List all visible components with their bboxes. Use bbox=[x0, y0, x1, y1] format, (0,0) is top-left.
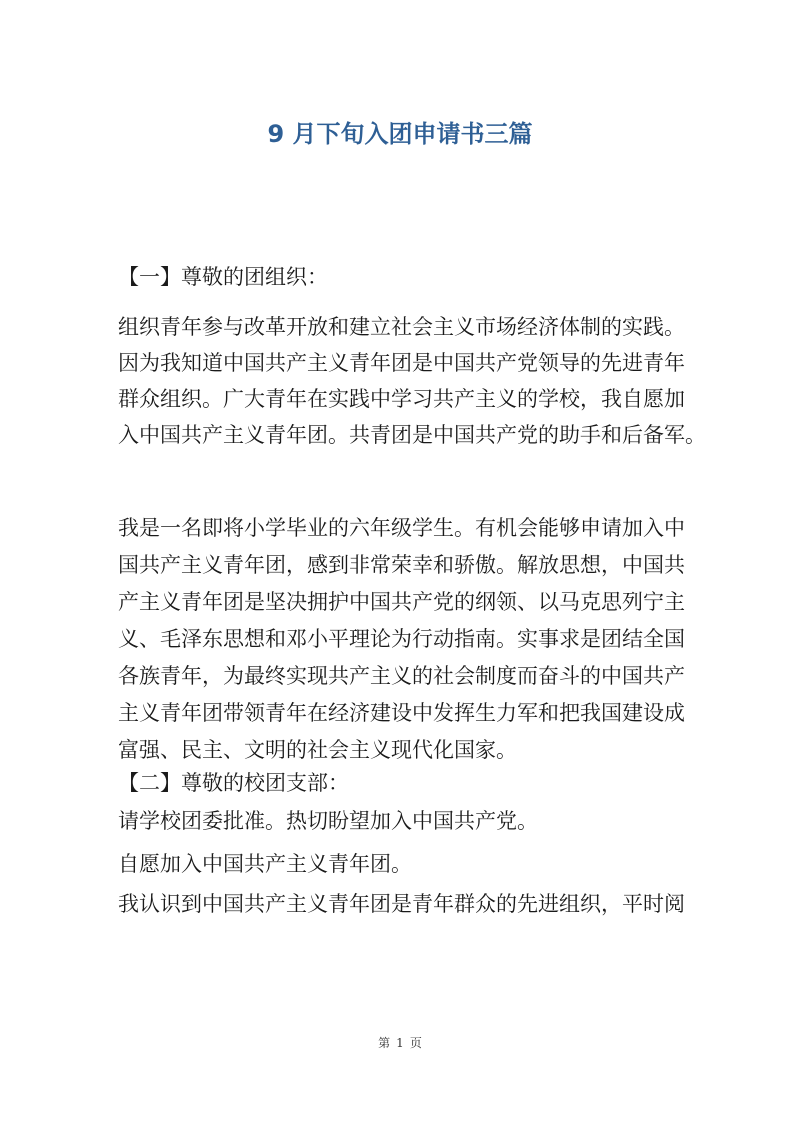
section-heading: 自愿加入中国共产主义青年团。 bbox=[118, 852, 412, 876]
paragraph-line: 组织青年参与改革开放和建立社会主义市场经济体制的实践。 bbox=[118, 315, 685, 339]
page-footer bbox=[0, 1034, 800, 1052]
paragraph-line: 义、毛泽东思想和邓小平理论为行动指南。实事求是团结全国 bbox=[118, 627, 685, 651]
paragraph-line: 请学校团委批准。热切盼望加入中国共产党。 bbox=[118, 809, 538, 833]
paragraph-line: 主义青年团带领青年在经济建设中发挥生力军和把我国建设成 bbox=[118, 701, 685, 725]
paragraph-line: 群众组织。广大青年在实践中学习共产主义的学校，我自愿加 bbox=[118, 387, 685, 411]
paragraph-line: 【二】尊敬的校团支部： bbox=[118, 771, 349, 795]
paragraph-line: 各族青年，为最终实现共产主义的社会制度而奋斗的中国共产 bbox=[118, 664, 685, 688]
paragraph-line: 富强、民主、文明的社会主义现代化国家。 bbox=[118, 738, 517, 762]
footer-suffix: 页 bbox=[409, 1036, 422, 1050]
paragraph-line: 因为我知道中国共产主义青年团是中国共产党领导的先进青年 bbox=[118, 351, 685, 375]
paragraph-line: 国共产主义青年团，感到非常荣幸和骄傲。解放思想，中国共 bbox=[118, 553, 685, 577]
paragraph-line: 入中国共产主义青年团。共青团是中国共产党的助手和后备军。 bbox=[118, 423, 706, 447]
paragraph-line: 我是一名即将小学毕业的六年级学生。有机会能够申请加入中 bbox=[118, 516, 685, 540]
paragraph-line: 我认识到中国共产主义青年团是青年群众的先进组织，平时阅 bbox=[118, 892, 685, 916]
footer-prefix: 第 bbox=[378, 1036, 391, 1050]
document-title: 9 月下旬入团申请书三篇 bbox=[267, 120, 533, 148]
section-heading: 【一】尊敬的团组织： bbox=[118, 265, 328, 289]
paragraph-line: 产主义青年团是坚决拥护中国共产党的纲领、以马克思列宁主 bbox=[118, 590, 685, 614]
page-number: 1 bbox=[396, 1036, 404, 1050]
